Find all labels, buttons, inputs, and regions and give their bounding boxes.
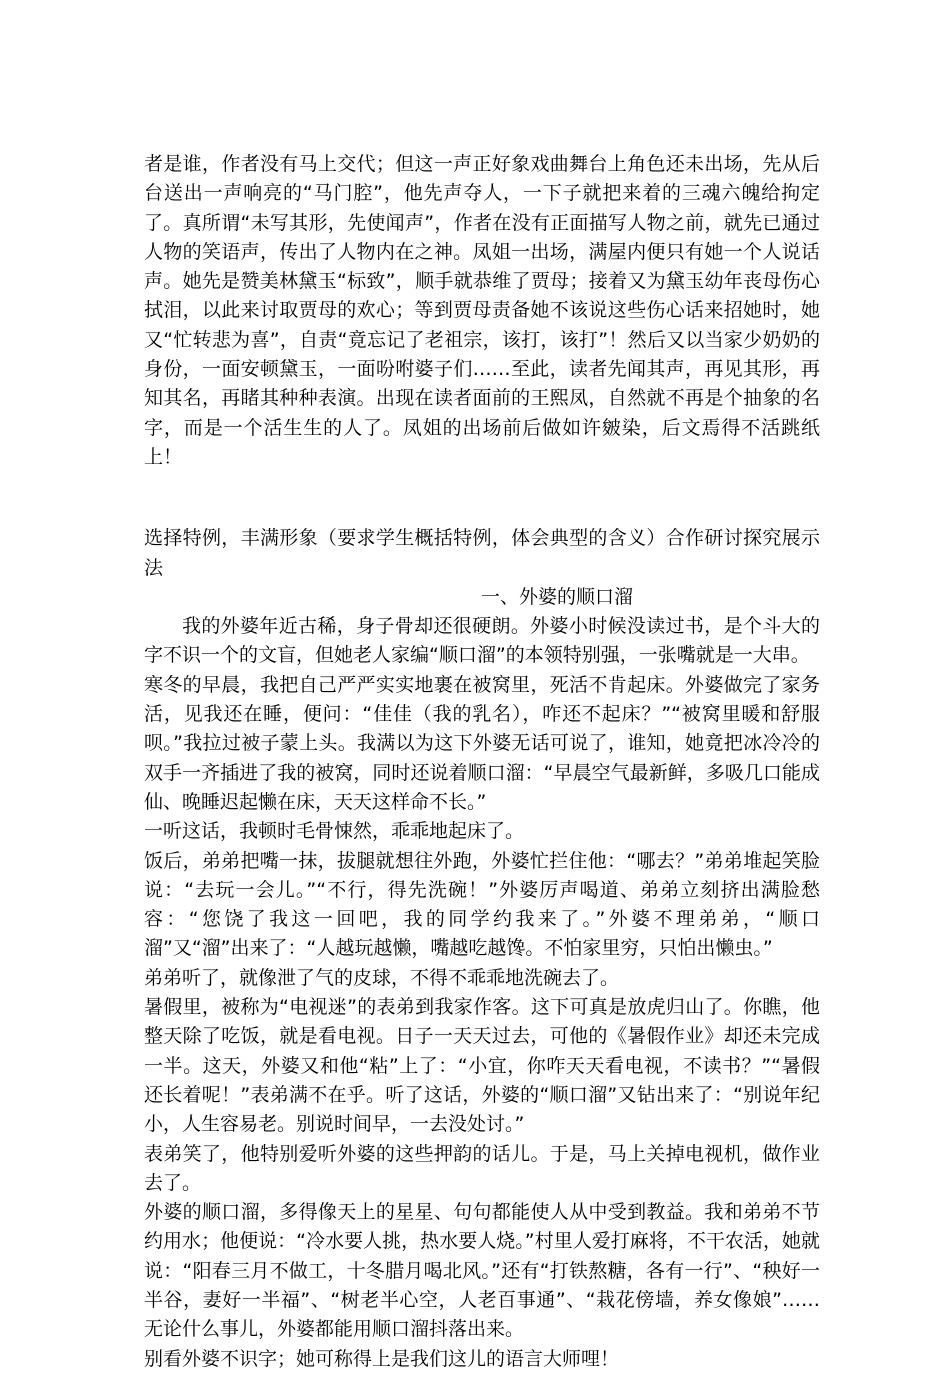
essay-paragraph: 别看外婆不识字；她可称得上是我们这儿的语言大师哩！ — [144, 1347, 620, 1370]
essay-paragraph: 暑假里，被称为“电视迷”的表弟到我家作客。这下可真是放虎归山了。你瞧，他整天除了吃饭，就是看电视。日子一天天过去，可他的《暑假作业》却还未完成一半。这天，外婆又和他“粘”上了：“小宜，你咋天天看电视，不读书？”“暑假还长着呢！”表弟满不在乎。听了这话，外婆的“顺口溜”又钻出来了：“别说年纪小，人生容易老。别说时间早，一去没处讨。” — [144, 996, 820, 1136]
essay-paragraph: 弟弟听了，就像泄了气的皮球，不得不乖乖地洗碗去了。 — [144, 966, 620, 989]
essay-paragraph: 我的外婆年近古稀，身子骨却还很硬朗。外婆小时候没读过书，是个斗大的字不识一个的文盲，但她老人家编“顺口溜”的本领特别强，一张嘴就是一大串。 — [144, 615, 820, 667]
document-page — [144, 150, 820, 1374]
essay-paragraph: 外婆的顺口溜，多得像天上的星星、句句都能使人从中受到教益。我和弟弟不节约用水；他便说：“冷水要人挑，热水要人烧。”村里人爱打麻将，不干农活，她就说：“阳春三月不做工，十冬腊月喝北风。”还有“打铁熬糖，各有一行”、“秧好一半谷，妻好一半福”、“树老半心空，人老百事通”、“栽花傍墙，养女像娘”……无论什么事儿，外婆都能用顺口溜抖落出来。 — [144, 1201, 820, 1341]
essay-paragraph: 寒冬的早晨，我把自己严严实实地裹在被窝里，死活不肯起床。外婆做完了家务活，见我还在睡，便问：“佳佳（我的乳名），咋还不起床？”“被窝里暖和舒服呗。”我拉过被子蒙上头。我满以为这下外婆无话可说了，谁知，她竟把冰冷冷的双手一齐插进了我的被窝，同时还说着顺口溜：“早晨空气最新鲜，多吸几口能成仙、晚睡迟起懒在床，天天这样命不长。” — [144, 673, 820, 813]
essay-paragraph: 一听这话，我顿时毛骨悚然，乖乖地起床了。 — [144, 820, 525, 843]
essay-paragraph: 表弟笑了，他特别爱听外婆的这些押韵的话儿。于是，马上关掉电视机，做作业去了。 — [144, 1142, 820, 1194]
method-heading: 选择特例，丰满形象（要求学生概括特例，体会典型的含义）合作研讨探究展示法 — [144, 527, 820, 579]
essay-paragraph: 饭后，弟弟把嘴一抹，拔腿就想往外跑，外婆忙拦住他：“哪去？”弟弟堆起笑脸说：“去玩一会儿。”“不行，得先洗碗！”外婆厉声喝道、弟弟立刻挤出满脸愁容：“您饶了我这一回吧，我的同学约我来了。”外婆不理弟弟，“顺口溜”又“溜”出来了：“人越玩越懒，嘴越吃越馋。不怕家里穷，只怕出懒虫。” — [144, 849, 820, 960]
essay-title: 一、外婆的顺口溜 — [481, 585, 634, 608]
intro-paragraph: 者是谁，作者没有马上交代；但这一声正好象戏曲舞台上角色还未出场，先从后台送出一声响亮的“马门腔”，他先声夺人，一下子就把来着的三魂六魄给拘定了。真所谓“未写其形，先使闻声”，作者在没有正面描写人物之前，就先已通过人物的笑语声，传出了人物内在之神。凤姐一出场，满屋内便只有她一个人说话声。她先是赞美林黛玉“标致”，顺手就恭维了贾母；接着又为黛玉幼年丧母伤心拭泪，以此来讨取贾母的欢心；等到贾母责备她不该说这些伤心话来招她时，她又“忙转悲为喜”，自责“竟忘记了老祖宗，该打，该打”！然后又以当家少奶奶的身份，一面安顿黛玉，一面吩咐婆子们……至此，读者先闻其声，再见其形，再知其名，再睹其种种表演。出现在读者面前的王熙凤，自然就不再是个抽象的名字，而是一个活生生的人了。凤姐的出场前后做如许皴染，后文焉得不活跳纸上！ — [144, 153, 820, 468]
